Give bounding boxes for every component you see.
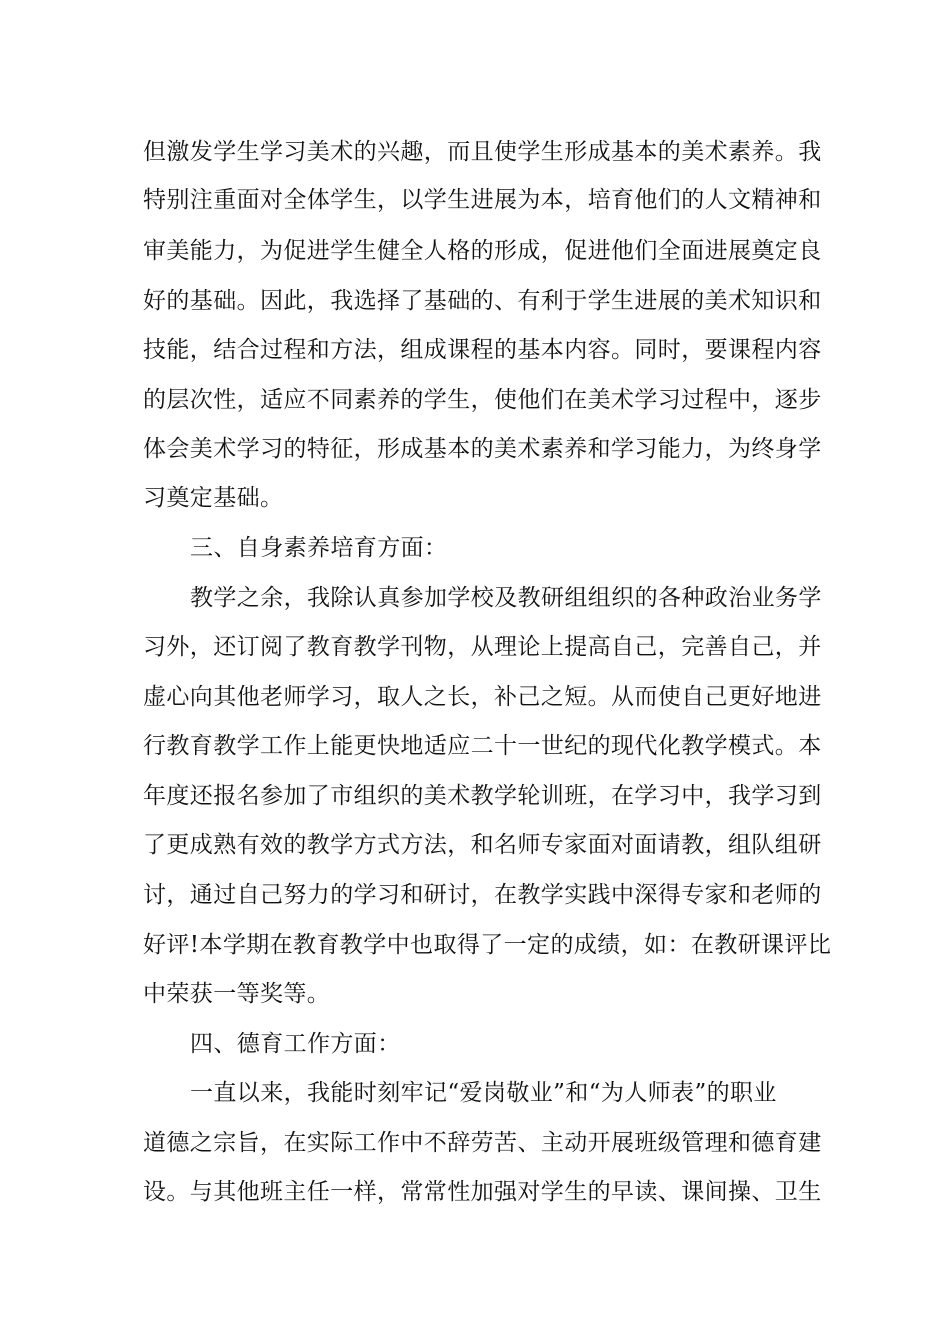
body-text-line: 年度还报名参加了市组织的美术教学轮训班，在学习中，我学习到 [143, 783, 822, 809]
body-text-line: 设。与其他班主任一样，常常性加强对学生的早读、课间操、卫生 [143, 1179, 822, 1205]
body-text-line: 技能，结合过程和方法，组成课程的基本内容。同时，要课程内容 [143, 337, 822, 363]
body-text-line: 好的基础。因此，我选择了基础的、有利于学生进展的美术知识和 [143, 288, 822, 314]
body-text-line: 中荣获一等奖等。 [143, 981, 331, 1007]
body-text-line: 审美能力，为促进学生健全人格的形成，促进他们全面进展奠定良 [143, 238, 822, 264]
body-text-line: 了更成熟有效的教学方式方法，和名师专家面对面请教，组队组研 [143, 832, 822, 858]
section-heading: 四、德育工作方面： [190, 1031, 401, 1057]
body-text-line: 习外，还订阅了教育教学刊物，从理论上提高自己，完善自己，并 [143, 634, 822, 660]
body-text-line: 体会美术学习的特征，形成基本的美术素养和学习能力，为终身学 [143, 436, 822, 462]
body-text-line: 特别注重面对全体学生，以学生进展为本，培育他们的人文精神和 [143, 187, 822, 213]
body-text-line: 道德之宗旨，在实际工作中不辞劳苦、主动开展班级管理和德育建 [143, 1130, 822, 1156]
body-text-line: 虚心向其他老师学习，取人之长，补己之短。从而使自己更好地进 [143, 684, 822, 710]
body-text-line: 但激发学生学习美术的兴趣，而且使学生形成基本的美术素养。我 [143, 139, 822, 165]
body-text-line: 的层次性，适应不同素养的学生，使他们在美术学习过程中，逐步 [143, 387, 822, 413]
body-text-line: 讨，通过自己努力的学习和研讨，在教学实践中深得专家和老师的 [143, 882, 822, 908]
body-text-line: 好评!本学期在教育教学中也取得了一定的成绩，如：在教研课评比 [143, 932, 832, 958]
body-text-line: 行教育教学工作上能更快地适应二十一世纪的现代化教学模式。本 [143, 733, 822, 759]
section-heading: 三、自身素养培育方面： [190, 535, 448, 561]
body-text-line: 教学之余，我除认真参加学校及教研组组织的各种政治业务学 [190, 585, 822, 611]
body-text-line: 习奠定基础。 [143, 485, 284, 511]
body-text-line: 一直以来，我能时刻牢记“爱岗敬业”和“为人师表”的职业 [190, 1080, 777, 1106]
